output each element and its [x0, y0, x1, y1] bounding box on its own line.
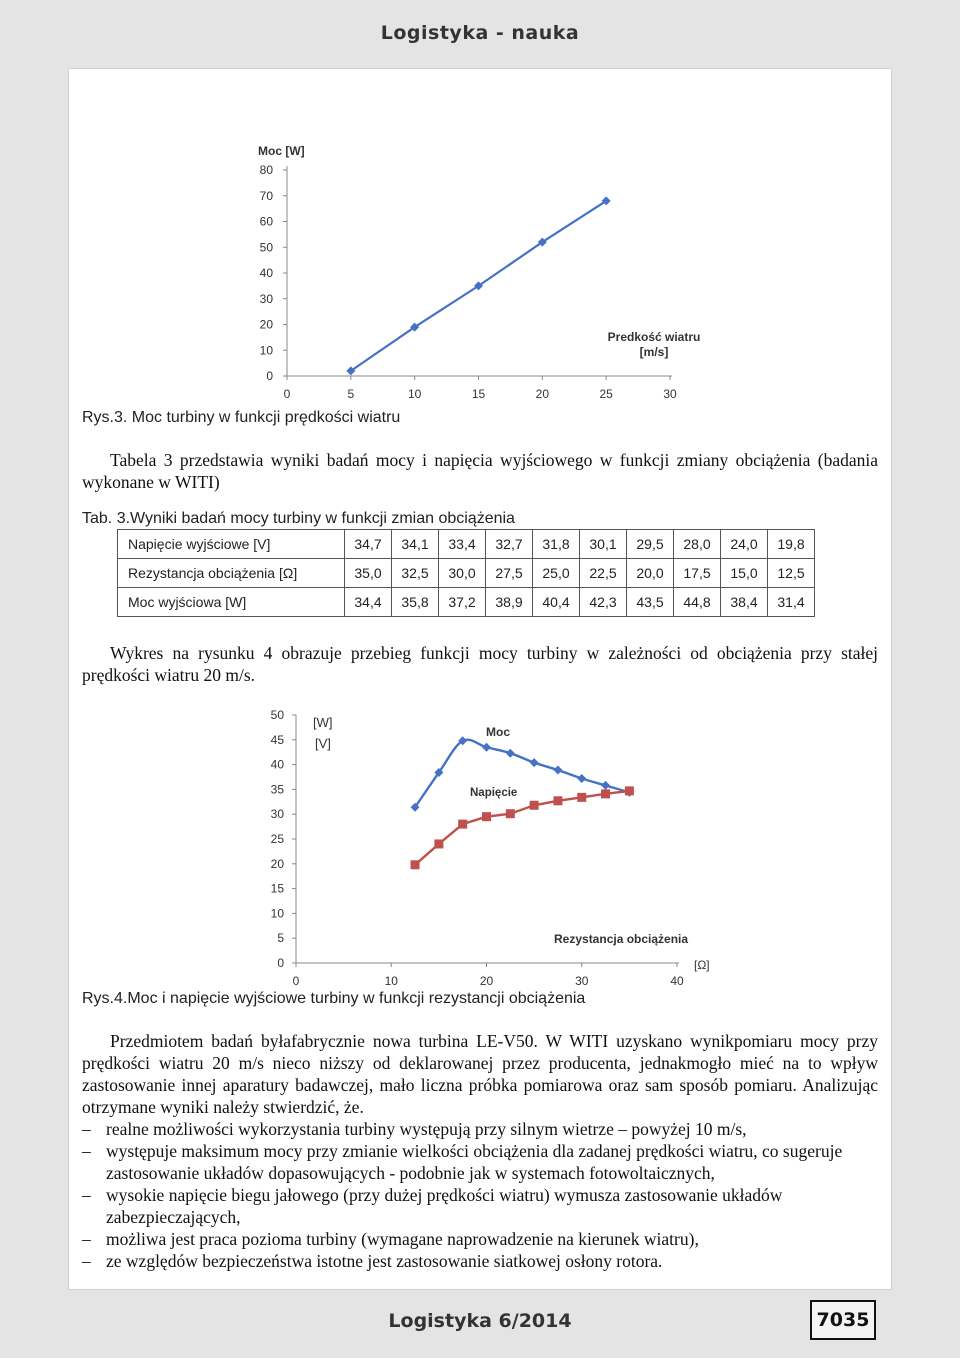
x-axis-label-line2: [m/s] [639, 345, 669, 359]
x-tick-label: 25 [599, 387, 613, 401]
table-cell: 29,5 [627, 530, 674, 559]
napiecie-data-point [411, 860, 420, 869]
series-line-napiecie [415, 791, 629, 865]
paragraph-1-text: Tabela 3 przedstawia wyniki badań mocy i napięcia wyjściowego w funkcji zmiany obciążenia (badania wykonane w WITI) [82, 450, 878, 492]
moc-data-point [577, 774, 586, 783]
x-tick-label: 0 [283, 387, 291, 401]
dash-marker: – [82, 1119, 91, 1139]
x-axis-label-line1: Predkość wiatru [607, 330, 701, 344]
table-cell: 30,0 [439, 559, 486, 588]
y-tick-label: 20 [270, 856, 284, 871]
y-axis-label: Moc [W] [258, 144, 305, 158]
y-tick-label: 45 [270, 732, 284, 747]
x-tick-label: 5 [347, 387, 355, 401]
napiecie-data-point [577, 793, 586, 802]
y-tick-label: 80 [259, 163, 273, 177]
napiecie-data-point [625, 786, 634, 795]
x-tick-label: 30 [575, 974, 589, 988]
napiecie-data-point [553, 796, 562, 805]
y-tick-label: 20 [259, 317, 273, 332]
list-item [82, 1228, 878, 1250]
list-item-text: ze względów bezpieczeństwa istotne jest zastosowanie siatkowej osłony rotora. [106, 1251, 663, 1271]
x-tick-label: 30 [663, 387, 677, 401]
y-tick-label: 25 [270, 832, 284, 846]
table-cell: 27,5 [486, 559, 533, 588]
y-tick-label: 0 [266, 369, 273, 383]
table-cell: 30,1 [580, 530, 627, 559]
table-cell: 25,0 [533, 559, 580, 588]
dash-marker: – [82, 1251, 91, 1271]
conclusions-list [82, 1118, 878, 1272]
chart-power-vs-wind-speed [0, 0, 960, 420]
list-item-text: możliwa jest praca pozioma turbiny (wymagane naprowadzenie na kierunek wiatru), [106, 1229, 699, 1249]
y-tick-label: 40 [259, 266, 273, 280]
dash-marker: – [82, 1229, 91, 1249]
y-tick-label: 40 [270, 757, 284, 772]
x-tick-label: 10 [407, 387, 422, 401]
table-cell: 43,5 [627, 588, 674, 617]
table-cell: 34,1 [392, 530, 439, 559]
table-cell: 44,8 [674, 588, 721, 617]
table-cell: 24,0 [721, 530, 768, 559]
table-cell: 38,9 [486, 588, 533, 617]
list-item [82, 1250, 878, 1272]
list-item [82, 1118, 878, 1140]
table-cell: 35,8 [392, 588, 439, 617]
table-row [118, 530, 815, 559]
x-tick-label: 15 [471, 387, 486, 401]
y-tick-label: 10 [270, 906, 284, 921]
list-item [82, 1184, 878, 1228]
paragraph-2 [82, 642, 878, 686]
row-label: Rezystancja obciążenia [Ω] [118, 559, 345, 588]
table-cell: 28,0 [674, 530, 721, 559]
paragraph-3-text: Przedmiotem badań byłafabrycznie nowa turbina LE-V50. W WITI uzyskano wynikpomiaru mocy przy prędkości wiatru 20 m/s nieco niższy od deklarowanej przez producenta, jednakmogło mieć na to wpływ zastosowanie innej aparatury badawczej, mało liczna próbka pomiarowa oraz sam sposób pomiaru. Analizując otrzymane wyniki należy stwierdzić, że. [82, 1031, 878, 1117]
table-row [118, 588, 815, 617]
y-tick-label: 10 [259, 343, 273, 358]
footer-journal: Logistyka 6/2014 [388, 1310, 572, 1332]
list-item-text: realne możliwości wykorzystania turbiny występują przy silnym wietrze – powyżej 10 m/s, [106, 1119, 747, 1139]
table-cell: 15,0 [721, 559, 768, 588]
table-cell: 12,5 [768, 559, 815, 588]
table-cell: 35,0 [345, 559, 392, 588]
y-tick-label: 5 [277, 931, 284, 946]
y-tick-label: 50 [259, 240, 273, 255]
x-axis-label: Rezystancja obciążenia [554, 932, 689, 946]
list-item-text: występuje maksimum mocy przy zmianie wielkości obciążenia dla zadanej prędkości wiatru, co sugeruje zastosowanie układów dopasowujących - podobnie jak w systemach fotowoltaicznych, [106, 1141, 843, 1183]
table-cell: 34,4 [345, 588, 392, 617]
table-cell: 34,7 [345, 530, 392, 559]
table-cell: 20,0 [627, 559, 674, 588]
dash-marker: – [82, 1141, 91, 1161]
table-cell: 31,4 [768, 588, 815, 617]
paragraph-1 [82, 449, 878, 493]
table-cell: 32,5 [392, 559, 439, 588]
table-cell: 22,5 [580, 559, 627, 588]
legend-napiecie: Napięcie [470, 787, 518, 799]
row-label: Napięcie wyjściowe [V] [118, 530, 345, 559]
row-label: Moc wyjściowa [W] [118, 588, 345, 617]
table-cell: 37,2 [439, 588, 486, 617]
dash-marker: – [82, 1185, 91, 1205]
list-item-text: wysokie napięcie biegu jałowego (przy dużej prędkości wiatru) wymusza zastosowanie układów zabezpieczających, [106, 1185, 783, 1227]
running-header: Logistyka - nauka [380, 22, 580, 44]
y-tick-label: 60 [259, 214, 273, 229]
napiecie-data-point [506, 809, 515, 818]
moc-data-point [553, 766, 562, 775]
page-number: 7035 [810, 1300, 876, 1340]
figure-4-caption: Rys.4.Moc i napięcie wyjściowe turbiny w funkcji rezystancji obciążenia [82, 990, 586, 1007]
chart-power-voltage-vs-resistance [0, 700, 960, 990]
figure-3-caption: Rys.3. Moc turbiny w funkcji prędkości wiatru [82, 409, 401, 426]
moc-data-point [530, 758, 539, 767]
x-tick-label: 10 [384, 974, 398, 988]
paragraph-3 [82, 1030, 878, 1118]
napiecie-data-point [530, 801, 539, 810]
y-tick-label: 30 [259, 291, 273, 306]
y-tick-label: 15 [270, 881, 284, 896]
x-axis-unit: [Ω] [694, 958, 710, 972]
table-3-title: Tab. 3.Wyniki badań mocy turbiny w funkcji zmian obciążenia [82, 510, 515, 527]
series-line-moc [415, 740, 629, 808]
table-cell: 32,7 [486, 530, 533, 559]
moc-data-point [506, 749, 515, 758]
napiecie-data-point [601, 789, 610, 798]
unit-watts: [W] [313, 715, 333, 730]
napiecie-data-point [482, 812, 491, 821]
table-cell: 31,8 [533, 530, 580, 559]
y-tick-label: 35 [270, 782, 284, 797]
table-cell: 38,4 [721, 588, 768, 617]
table-cell: 19,8 [768, 530, 815, 559]
napiecie-data-point [458, 820, 467, 829]
table-row [118, 559, 815, 588]
x-tick-label: 0 [292, 974, 300, 988]
moc-data-point [601, 781, 610, 790]
napiecie-data-point [434, 839, 443, 848]
table-cell: 40,4 [533, 588, 580, 617]
y-tick-label: 50 [270, 708, 284, 722]
table-cell: 42,3 [580, 588, 627, 617]
x-tick-label: 20 [479, 974, 494, 988]
x-tick-label: 20 [535, 387, 550, 401]
y-tick-label: 0 [277, 956, 284, 970]
legend-moc: Moc [486, 725, 510, 739]
list-item [82, 1140, 878, 1184]
y-tick-label: 70 [259, 188, 273, 203]
unit-volts: [V] [315, 736, 331, 751]
paragraph-2-text: Wykres na rysunku 4 obrazuje przebieg funkcji mocy turbiny w zależności od obciążenia przy stałej prędkości wiatru 20 m/s. [82, 643, 878, 685]
x-tick-label: 40 [670, 974, 684, 988]
table-cell: 33,4 [439, 530, 486, 559]
moc-data-point [482, 743, 491, 752]
results-table [117, 529, 815, 617]
y-tick-label: 30 [270, 807, 284, 822]
table-cell: 17,5 [674, 559, 721, 588]
